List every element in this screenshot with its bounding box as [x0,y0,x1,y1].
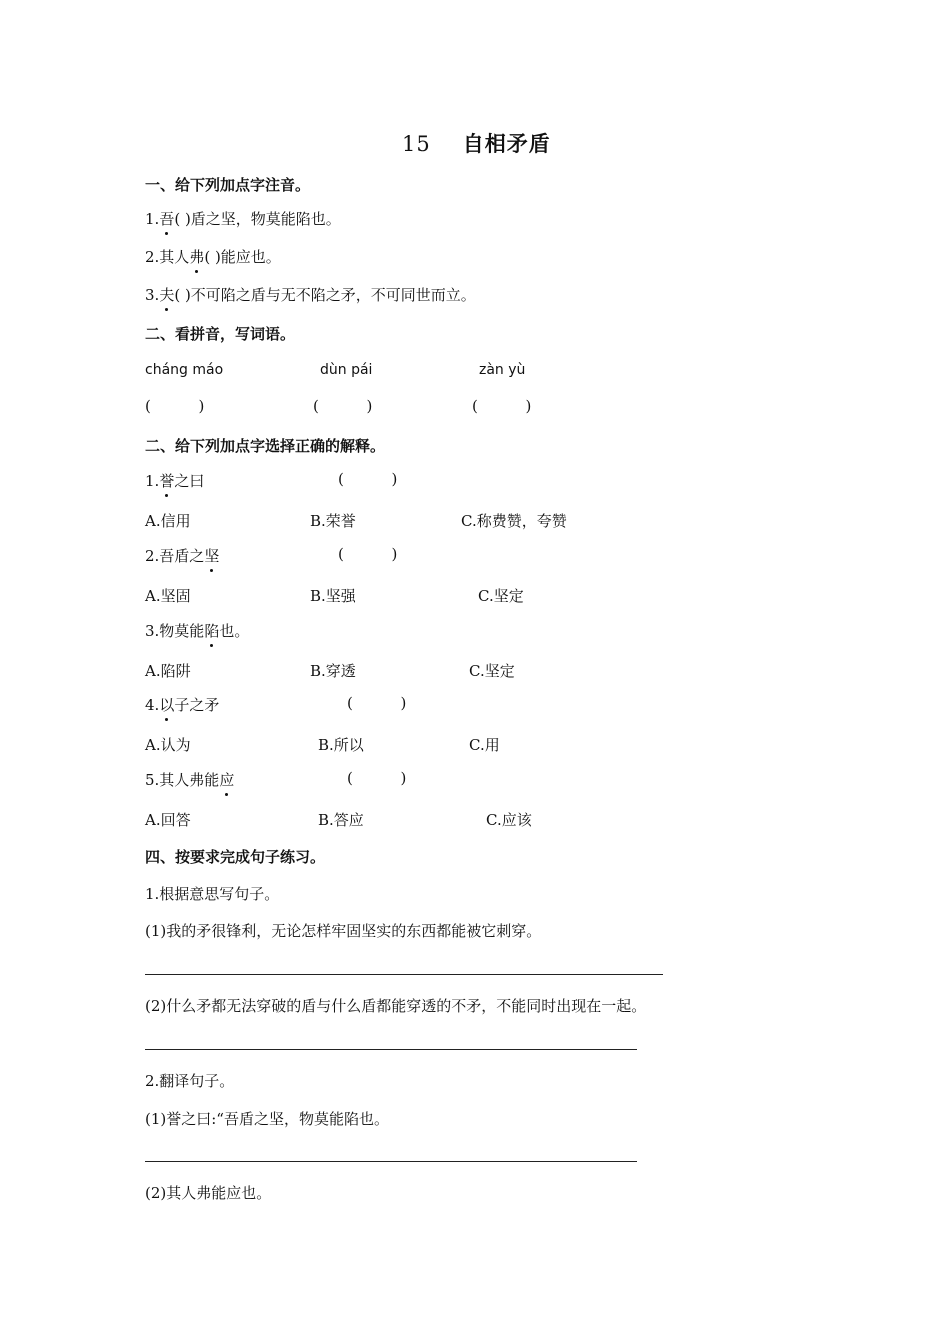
answer-blank-3[interactable]: ( ) [472,397,532,415]
question-1-stem [145,470,204,491]
section-1-item-2 [145,246,281,267]
text-fragment: 4. [145,696,160,714]
section-1-heading: 一、给下列加点字注音。 [145,176,311,194]
question-2-blank[interactable]: ( ) [338,545,398,563]
question-5-option-c[interactable]: C.应该 [486,811,532,829]
text-fragment: 3. [145,286,160,304]
lesson-number: 15 [402,132,431,156]
answer-blank-1[interactable]: ( ) [145,397,205,415]
section-1-item-3 [145,284,476,305]
section-3-heading: 二、给下列加点字选择正确的解释。 [145,437,386,455]
subsection-2-label: 2.翻译句子。 [145,1072,235,1090]
question-4-option-c[interactable]: C.用 [469,736,500,754]
question-3-option-c[interactable]: C.坚定 [469,662,515,680]
question-2-option-a[interactable]: A.坚固 [145,587,191,605]
dotted-char: 应 [219,771,235,789]
page-title [402,128,551,158]
text-fragment: ( )不可陷之盾与无不陷之矛，不可同世而立。 [174,286,476,304]
text-fragment: 2.其人 [145,248,190,266]
text-fragment: 之曰 [174,472,205,490]
answer-line-2[interactable] [145,1049,637,1050]
answer-blank-2[interactable]: ( ) [313,397,373,415]
question-5-stem [145,769,234,790]
question-4-option-b[interactable]: B.所以 [318,736,364,754]
question-4-stem [145,694,219,715]
question-1-option-a[interactable]: A.信用 [145,512,191,530]
text-fragment: ( )盾之坚，物莫能陷也。 [174,210,341,228]
question-5-option-a[interactable]: A.回答 [145,811,191,829]
dotted-char: 誉 [159,472,175,490]
question-2-option-b[interactable]: B.坚强 [310,587,356,605]
text-fragment: ( )能应也。 [204,248,281,266]
translate-prompt-2: (2)其人弗能应也。 [145,1184,272,1202]
dotted-char: 吾 [159,210,175,228]
dotted-char: 夫 [159,286,175,304]
text-fragment: 2.吾盾之 [145,547,205,565]
section-1-item-1 [145,208,341,229]
sentence-prompt-1: (1)我的矛很锋利，无论怎样牢固坚实的东西都能被它刺穿。 [145,922,542,940]
text-fragment: 3.物莫能 [145,622,205,640]
dotted-char: 弗 [189,248,205,266]
answer-line-1[interactable] [145,974,663,975]
section-2-heading: 二、看拼音，写词语。 [145,325,296,343]
question-5-blank[interactable]: ( ) [347,769,407,787]
question-3-option-b[interactable]: B.穿透 [310,662,356,680]
translate-prompt-1: (1)誉之曰:“吾盾之坚，物莫能陷也。 [145,1110,389,1128]
text-fragment: 1. [145,210,160,228]
text-fragment: 1. [145,472,160,490]
dotted-char: 陷 [204,622,220,640]
dotted-char: 坚 [204,547,220,565]
sentence-prompt-2: (2)什么矛都无法穿破的盾与什么盾都能穿透的不矛，不能同时出现在一起。 [145,997,647,1015]
question-2-option-c[interactable]: C.坚定 [478,587,524,605]
pinyin-3: zàn yù [479,362,526,378]
dotted-char: 以 [159,696,175,714]
question-2-stem [145,545,219,566]
question-1-option-c[interactable]: C.称费赞，夸赞 [461,512,567,530]
question-1-blank[interactable]: ( ) [338,470,398,488]
section-4-heading: 四、按要求完成句子练习。 [145,848,326,866]
pinyin-1: cháng máo [145,362,224,378]
text-fragment: 子之矛 [174,696,220,714]
question-1-option-b[interactable]: B.荣誉 [310,512,356,530]
answer-line-3[interactable] [145,1161,637,1162]
question-3-stem [145,620,249,641]
pinyin-2: dùn pái [320,362,373,378]
text-fragment: 也。 [219,622,250,640]
text-fragment: 5.其人弗能 [145,771,220,789]
question-3-option-a[interactable]: A.陷阱 [145,662,191,680]
question-5-option-b[interactable]: B.答应 [318,811,364,829]
question-4-blank[interactable]: ( ) [347,694,407,712]
question-4-option-a[interactable]: A.认为 [145,736,191,754]
lesson-title: 自相矛盾 [462,131,551,156]
subsection-1-label: 1.根据意思写句子。 [145,885,280,903]
